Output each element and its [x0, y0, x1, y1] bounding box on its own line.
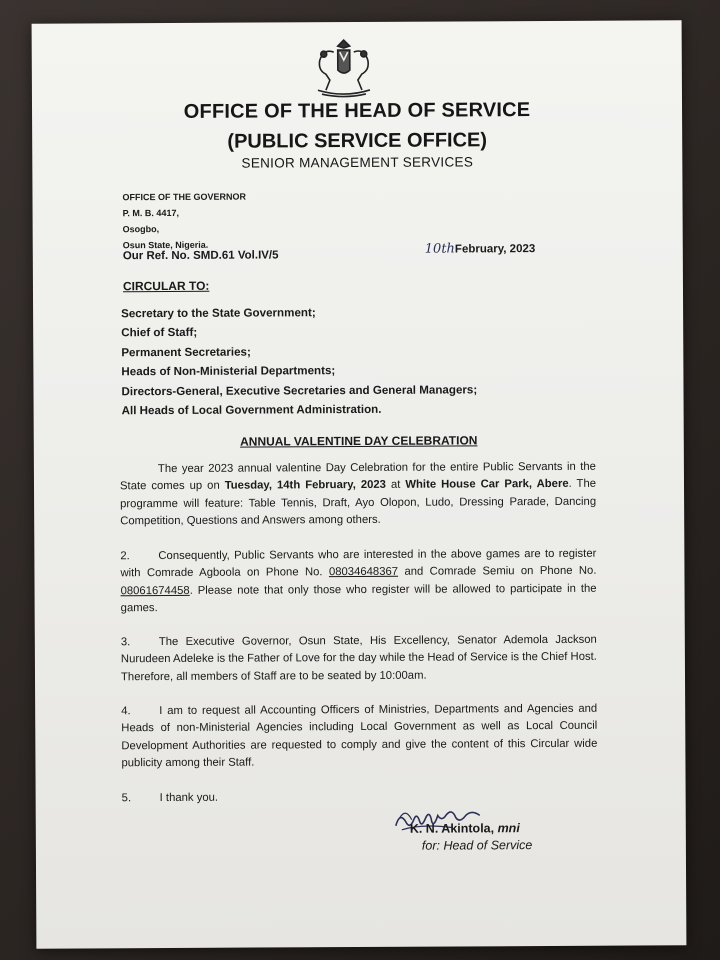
paragraph-4: 4. I am to request all Accounting Officers of Ministries, Departments and Agencies and Heads of non-Ministerial Agencies including Local Government as well as Local Council Development Authorities are requested to comply and give the content of this Circular wide publicity among their Staff. — [121, 702, 598, 770]
paragraph-3: 3. The Executive Governor, Osun State, His Excellency, Senator Ademola Jackson Nurudeen Adeleke is the Father of Love for the day while the Head of Service is the Chief Host. Therefore, all members of Staff are to be seated by 10:00am. — [120, 633, 597, 684]
phone-number: 08034648367 — [328, 566, 399, 579]
coat-of-arms-icon — [304, 36, 384, 100]
paragraph-5: 5. I thank you. — [121, 791, 219, 805]
handwritten-day: 10th — [424, 241, 455, 257]
list-item: All Heads of Local Government Administration. — [121, 402, 382, 418]
office-subtitle: (PUBLIC SERVICE OFFICE) — [227, 129, 488, 153]
signatory-name: K. N. Akintola, mni — [409, 821, 520, 836]
department-name: SENIOR MANAGEMENT SERVICES — [241, 154, 474, 171]
list-item: Directors-General, Executive Secretaries and General Managers; — [121, 383, 478, 398]
signatory-role: for: Head of Service — [421, 838, 533, 853]
list-item: Secretary to the State Government; — [121, 306, 316, 321]
circular-label: CIRCULAR TO: — [122, 278, 210, 294]
reference-number: Our Ref. No. SMD.61 Vol.IV/5 — [122, 249, 279, 263]
list-item: Heads of Non-Ministerial Departments; — [121, 364, 336, 379]
letter-date: 10thFebruary, 2023 — [424, 241, 536, 257]
list-item: Permanent Secretaries; — [121, 345, 251, 360]
phone-number: 08061674458 — [120, 584, 190, 598]
list-item: Chief of Staff; — [121, 326, 198, 340]
paragraph-1: The year 2023 annual valentine Day Celebration for the entire Public Servants in the State comes up on Tuesday, 14th February, 2023 at White House Car Park, Abere. The programme will feature: Table Tennis, Draft, Ayo Olopon, Ludo, Dressing Parade, Dancing Competition, Questions and Answers among others. — [119, 460, 597, 528]
subject-heading: ANNUAL VALENTINE DAY CELEBRATION — [240, 433, 478, 449]
circular-document — [32, 20, 687, 948]
addressee-list — [121, 302, 477, 420]
paragraph-2: 2. Consequently, Public Servants who are interested in the above games are to register with Comrade Agboola on Phone No. 08034648367 and Comrade Semiu on Phone No. 08061674458. Please note that only those who register will be allowed to participate in the games. — [120, 547, 597, 615]
sender-address: OFFICE OF THE GOVERNOR P. M. B. 4417, Osogbo, Osun State, Nigeria. — [122, 191, 247, 251]
office-title: OFFICE OF THE HEAD OF SERVICE — [183, 99, 531, 123]
